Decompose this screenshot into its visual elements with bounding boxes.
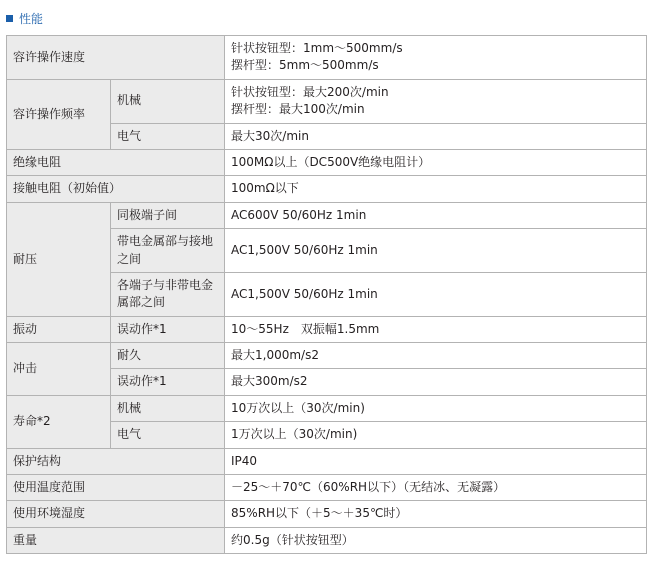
row-sublabel: 机械 (111, 395, 225, 421)
table-row (7, 475, 647, 501)
row-value: 最大1,000m/s2 (225, 343, 647, 369)
row-label: 耐压 (7, 202, 111, 316)
row-label: 保护结构 (7, 448, 225, 474)
row-sublabel: 耐久 (111, 343, 225, 369)
row-value: IP40 (225, 448, 647, 474)
row-value: 100MΩ以上（DC500V绝缘电阻计） (225, 149, 647, 175)
table-row (7, 527, 647, 553)
row-sublabel: 电气 (111, 123, 225, 149)
row-label: 振动 (7, 316, 111, 342)
row-label: 接触电阻（初始值） (7, 176, 225, 202)
table-row (7, 79, 647, 123)
row-value (225, 79, 647, 123)
table-row (7, 316, 647, 342)
row-value: 约0.5g（针状按钮型） (225, 527, 647, 553)
row-label: 重量 (7, 527, 225, 553)
row-sublabel: 各端子与非带电金属部之间 (111, 272, 225, 316)
section-title (0, 0, 654, 35)
value-line: 针状按钮型：最大200次/min (231, 84, 389, 99)
table-row (7, 36, 647, 80)
row-label: 使用环境湿度 (7, 501, 225, 527)
row-value: 100mΩ以下 (225, 176, 647, 202)
table-row (7, 501, 647, 527)
row-sublabel: 带电金属部与接地之间 (111, 229, 225, 273)
square-bullet-icon (6, 15, 13, 22)
row-label: 使用温度范围 (7, 475, 225, 501)
table-row (7, 176, 647, 202)
row-sublabel: 机械 (111, 79, 225, 123)
table-body (7, 36, 647, 554)
table-row (7, 343, 647, 369)
row-value (225, 36, 647, 80)
row-value: 1万次以上（30次/min) (225, 422, 647, 448)
row-value: AC1,500V 50/60Hz 1min (225, 229, 647, 273)
row-sublabel: 电气 (111, 422, 225, 448)
row-label: 冲击 (7, 343, 111, 396)
row-sublabel: 同极端子间 (111, 202, 225, 228)
row-value: 最大300m/s2 (225, 369, 647, 395)
section-title-label: 性能 (19, 12, 44, 26)
row-label: 寿命*2 (7, 395, 111, 448)
row-value: 85%RH以下（＋5～＋35℃时） (225, 501, 647, 527)
value-line: 摆杆型：最大100次/min (231, 102, 365, 117)
row-label: 容许操作频率 (7, 79, 111, 149)
row-value: AC600V 50/60Hz 1min (225, 202, 647, 228)
row-sublabel: 误动作*1 (111, 316, 225, 342)
row-value: 10～55Hz 双振幅1.5mm (225, 316, 647, 342)
performance-spec-table (6, 35, 647, 554)
row-label: 容许操作速度 (7, 36, 225, 80)
row-value: 10万次以上（30次/min) (225, 395, 647, 421)
value-line: 针状按钮型：1mm～500mm/s (231, 41, 403, 55)
row-value: 最大30次/min (225, 123, 647, 149)
table-row (7, 395, 647, 421)
row-sublabel: 误动作*1 (111, 369, 225, 395)
table-row (7, 149, 647, 175)
table-row (7, 202, 647, 228)
value-line: 摆杆型：5mm～500mm/s (231, 58, 379, 73)
row-label: 绝缘电阻 (7, 149, 225, 175)
row-value: AC1,500V 50/60Hz 1min (225, 272, 647, 316)
row-value: －25～＋70℃（60%RH以下）（无结冰、无凝露） (225, 475, 647, 501)
table-row (7, 448, 647, 474)
